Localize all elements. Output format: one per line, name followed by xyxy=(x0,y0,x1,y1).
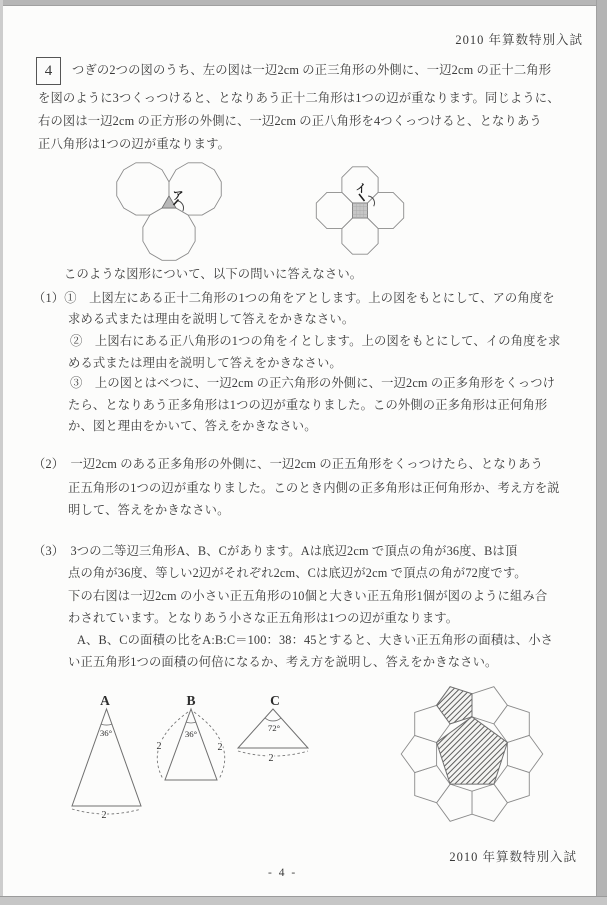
isosceles-triangles-figure xyxy=(60,686,320,836)
scan-edge-top xyxy=(0,0,607,6)
text-line: たら、となりあう正多角形は1つの辺が重なりました。この外側の正多角形は正何角形 xyxy=(68,398,548,412)
octagon-square-figure xyxy=(313,164,407,256)
text-line: 下の右図は一辺2cm の小さい正五角形の10個と大きい正五角形1個が図のように組み合 xyxy=(68,589,548,603)
text-line: か、図と理由をかいて、答えをかきなさい。 xyxy=(68,419,317,433)
text-line: 明して、答えをかきなさい。 xyxy=(68,503,230,517)
text-line: 右の図は一辺2cm の正方形の外側に、一辺2cm の正八角形を4つくっつけると、となりあう xyxy=(38,114,542,128)
text-line: （3） 3つの二等辺三角形A、B、Cがあります。Aは底辺2cm で頂点の角が36度、Bは頂 xyxy=(33,544,518,558)
text-line: 点の角が36度、等しい2辺がそれぞれ2cm、Cは底辺が2cm で頂点の角が72度です。 xyxy=(68,566,527,580)
text-line: （1）① 上図左にある正十二角形の1つの角をアとします。上の図をもとにして、アの角度を xyxy=(33,291,555,305)
triangle-a-name: A xyxy=(100,693,110,708)
problem-number-box: 4 xyxy=(36,57,61,85)
text-line: める式または理由を説明して答えをかきなさい。 xyxy=(68,356,342,370)
text-line: ② 上図右にある正八角形の1つの角をイとします。上の図をもとにして、イの角度を求 xyxy=(70,334,561,348)
text-line: 正八角形は1つの辺が重なります。 xyxy=(38,137,231,151)
scan-edge-left xyxy=(0,0,3,905)
triangle-b-apex-angle: 36° xyxy=(184,729,198,739)
text-line: 正五角形の1つの辺が重なりました。このとき内側の正多角形は正何角形か、考え方を説 xyxy=(68,481,560,495)
page-number: - 4 - xyxy=(268,867,298,879)
page-footer: 2010 年算数特別入試 xyxy=(449,850,577,864)
text-line: い正五角形1つの面積の何倍になるか、考え方を説明し、答えをかきなさい。 xyxy=(68,655,498,669)
angle-i-label: イ xyxy=(355,183,367,195)
text-line: わされています。となりあう小さな正五角形は1つの辺が重なります。 xyxy=(68,611,459,625)
text-line: A、B、Cの面積の比をA:B:C＝100：38：45とすると、大きい正五角形の面積は、小さ xyxy=(77,633,554,647)
angle-a-label: ア xyxy=(172,190,184,202)
pentagon-rosette-figure xyxy=(392,680,552,830)
text-line: 求める式または理由を説明して答えをかきなさい。 xyxy=(68,312,355,326)
text-line: （2） 一辺2cm のある正多角形の外側に、一辺2cm の正五角形をくっつけたら、となりあう xyxy=(33,457,544,471)
triangle-c-apex-angle: 72° xyxy=(267,723,281,733)
scan-edge-right xyxy=(596,0,607,905)
triangle-c-base-length: 2 xyxy=(268,753,274,764)
triangle-a-apex-angle: 36° xyxy=(99,728,113,738)
text-line: を図のように3つくっつけると、となりあう正十二角形は1つの辺が重なります。同じように、 xyxy=(38,91,560,105)
page-header: 2010 年算数特別入試 xyxy=(455,33,583,47)
triangle-a-base-length: 2 xyxy=(101,810,107,821)
text-line: つぎの2つの図のうち、左の図は一辺2cm の正三角形の外側に、一辺2cm の正十二角形 xyxy=(72,63,552,77)
text-line: このような図形について、以下の問いに答えなさい。 xyxy=(64,267,363,281)
triangle-b-name: B xyxy=(186,693,196,708)
triangle-b-left-side-length: 2 xyxy=(156,741,162,752)
triangle-c-name: C xyxy=(270,693,280,708)
dodecagon-triangle-figure xyxy=(112,158,226,266)
triangle-b-right-side-length: 2 xyxy=(217,742,223,753)
text-line: ③ 上の図とはべつに、一辺2cm の正六角形の外側に、一辺2cm の正多角形をくっつけ xyxy=(70,376,556,390)
scan-edge-bottom xyxy=(0,896,607,905)
